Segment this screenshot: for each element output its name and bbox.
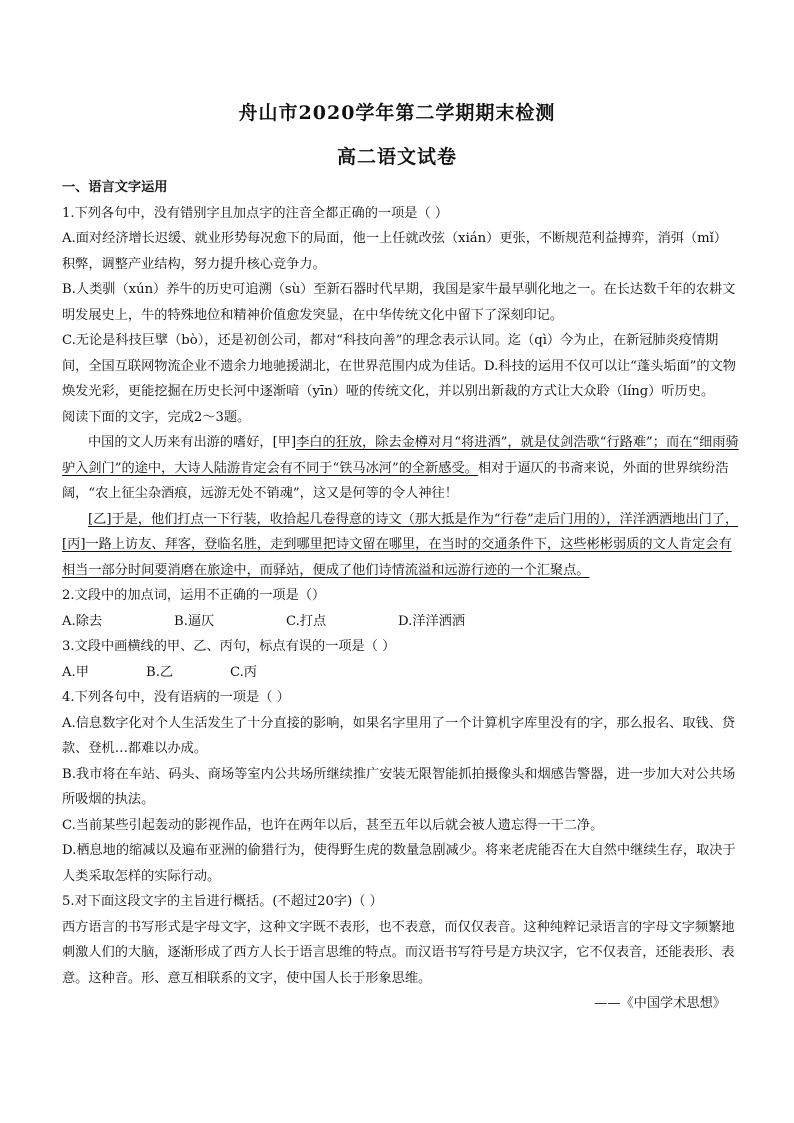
question-4-option-c: C.当前某些引起轰动的影视作品，也许在两年以后，甚至五年以后就会被人遗忘得一干二净。 <box>62 817 604 833</box>
question-5-stem: 5.对下面这段文字的主旨进行概括。(不超过20字)（ ） <box>62 894 383 909</box>
question-1-option-c: C.无论是科技巨擘（bò），还是初创公司，都对“科技向善”的理念表示认同。迄（qì）今为止，在新冠肺炎疫情期间，全国互联网物流企业不遗余力地驰援湖北，在世界范围内成为佳话。 <box>62 333 719 374</box>
question-4-stem: 4.下列各句中，没有语病的一项是（ ） <box>62 690 290 705</box>
question-1-option-b: B.人类驯（xún）养牛的历史可追溯（sù）至新石器时代早期，我国是家牛最早驯化地之一。在长达数千年的农耕文明发展史上，牛的特殊地位和精神价值愈发突显，在中华传统文化中留下了深刻印记。 <box>62 282 736 323</box>
question-1-option-cd <box>62 328 740 405</box>
question-1-option-d: D.科技的运用不仅可以让“蓬头垢面”的文物焕发光彩，更能挖掘在历史长河中逐渐喑（yīn）哑的传统文化，并以别出新裁的方式让大众聆（líng）听历史。 <box>62 358 736 399</box>
question-2-option-c: C.打点 <box>286 613 327 629</box>
question-4-option-d: D.栖息地的缩减以及遍布亚洲的偷猎行为，使得野生虎的数量急剧减少。将来老虎能否在大自然中继续生存，取决于人类采取怎样的实际行动。 <box>62 843 736 884</box>
question-4-option-a: A.信息数字化对个人生活发生了十分直接的影响，如果名字里用了一个计算机字库里没有的字，那么报名、取钱、贷款、登机…都难以办成。 <box>62 715 736 756</box>
question-2-options <box>62 609 740 635</box>
question-3-stem: 3.文段中画横线的甲、乙、丙句，标点有误的一项是（ ） <box>62 639 396 654</box>
exam-subtitle: 高二语文试卷 <box>336 146 457 168</box>
question-1-option-a: A.面对经济增长迟缓、就业形势每况愈下的局面，他一上任就改弦（xián）更张，不断规范利益搏弈，消弭（mǐ）积弊，调整产业结构，努力提升核心竞争力。 <box>62 231 728 272</box>
passage-p1-lead: 中国的文人历来有出游的嗜好，[甲] <box>88 435 297 450</box>
question-2-option-a: A.除去 <box>62 613 103 629</box>
passage-p1-tail: 相对于逼仄的书斋来说，外面的世界缤纷浩阔，“农上征尘杂酒痕，远游无处不销魂”，这又是何等的令人神往！ <box>62 460 729 501</box>
exam-title: 舟山市2020学年第二学期期末检测 <box>238 102 556 124</box>
question-5-text: 西方语言的书写形式是字母文字，这种文字既不表形，也不表意，而仅仅表音。这种纯粹记录语言的字母文字频繁地刺激人们的大脑，逐渐形成了西方人长于语言思维的特点。而汉语书写符号是方块汉字，它不仅表音，还能表形、表意。这种音。形、意互相联系的文字，使中国人长于形象思维。 <box>62 919 735 986</box>
passage-p2-underlined: [乙]于是，他们打点一下行装，收拾起几卷得意的诗文（那大抵是作为“行卷”走后门用的），洋洋洒洒地出门了，[丙]一路上访友、拜客，登临名胜，走到哪里把诗文留在哪里，在当时的交通条件下，这些彬彬弱质的文人肯定会有相当一部分时间要消磨在旅途中，而驿站，便成了他们诗情流溢和远游行迹的一个汇聚点。 <box>62 511 739 578</box>
question-3-option-b: B.乙 <box>146 664 174 680</box>
question-3-option-c: C.丙 <box>230 664 257 680</box>
exam-content <box>62 175 740 1017</box>
passage-p1-underlined: 李白的狂放，除去金樽对月“将进酒”，就是仗剑浩歌“行路难”；而在“细雨骑驴入剑门”的途中，大诗人陆游肯定会有不同于“铁马冰河”的全新感受。 <box>62 435 739 476</box>
question-4-option-b: B.我市将在车站、码头、商场等室内公共场所继续推广安装无限智能抓拍摄像头和烟感告警器，进一步加大对公共场所吸烟的执法。 <box>62 766 736 807</box>
passage-paragraph-2 <box>62 507 740 584</box>
question-3-option-a: A.甲 <box>62 664 89 680</box>
question-1-stem: 1.下列各句中，没有错别字且加点字的注音全都正确的一项是（ ） <box>62 205 449 221</box>
section-heading: 一、语言文字运用 <box>62 180 168 195</box>
question-5-source: ——《中国学术思想》 <box>594 996 726 1011</box>
question-3-options <box>62 660 740 686</box>
passage-intro: 阅读下面的文字，完成2～3题。 <box>62 409 251 425</box>
question-2-stem: 2.文段中的加点词，运用不正确的一项是（） <box>62 588 326 603</box>
passage-paragraph-1 <box>62 430 740 507</box>
question-2-option-d: D.洋洋洒洒 <box>398 613 466 629</box>
question-2-option-b: B.逼仄 <box>174 613 215 629</box>
